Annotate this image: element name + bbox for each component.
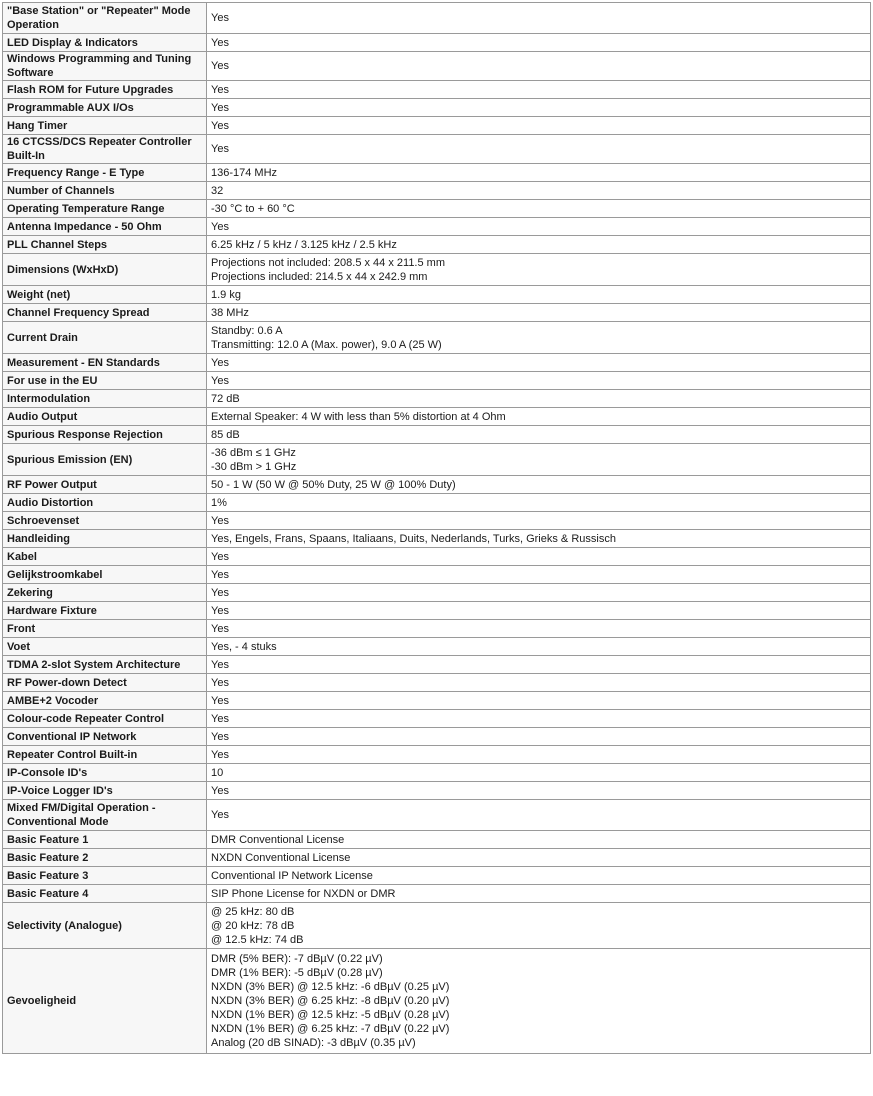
spec-value-line: 1%	[211, 496, 227, 509]
spec-value-line: Transmitting: 12.0 A (Max. power), 9.0 A (25 W)	[211, 338, 442, 351]
spec-value	[207, 390, 871, 408]
spec-value	[207, 182, 871, 200]
spec-value-line: Yes	[211, 809, 229, 821]
spec-value-line: Standby: 0.6 A	[211, 324, 283, 337]
spec-label: Kabel	[3, 548, 207, 566]
spec-row	[3, 674, 871, 692]
spec-row	[3, 764, 871, 782]
spec-row	[3, 620, 871, 638]
spec-value-line: External Speaker: 4 W with less than 5% distortion at 4 Ohm	[211, 410, 506, 423]
spec-label: Repeater Control Built-in	[3, 746, 207, 764]
spec-value-line: 10	[211, 766, 224, 779]
spec-value-line: @ 25 kHz: 80 dB	[211, 905, 295, 918]
spec-row	[3, 200, 871, 218]
spec-value-line: Analog (20 dB SINAD): -3 dBµV (0.35 µV)	[211, 1037, 416, 1049]
spec-value	[207, 3, 871, 34]
spec-label: For use in the EU	[3, 372, 207, 390]
spec-row	[3, 867, 871, 885]
spec-value-line: -30 °C to + 60 °C	[211, 202, 295, 215]
spec-value-line: Yes	[211, 374, 229, 387]
spec-value-line: Yes, - 4 stuks	[211, 640, 277, 653]
spec-value	[207, 200, 871, 218]
spec-value	[207, 426, 871, 444]
spec-value	[207, 304, 871, 322]
spec-value	[207, 322, 871, 354]
spec-label: 16 CTCSS/DCS Repeater Controller Built-In	[3, 135, 207, 164]
spec-value-line: 38 MHz	[211, 306, 249, 319]
spec-value	[207, 638, 871, 656]
spec-value-line: Yes	[211, 712, 229, 725]
spec-value-line: Yes	[211, 220, 229, 233]
spec-row	[3, 236, 871, 254]
spec-row	[3, 656, 871, 674]
spec-value	[207, 692, 871, 710]
spec-label: Handleiding	[3, 530, 207, 548]
spec-value-line: Yes	[211, 604, 229, 617]
spec-row	[3, 728, 871, 746]
spec-value-line: Yes	[211, 568, 229, 581]
spec-value	[207, 444, 871, 476]
spec-value-line: Projections not included: 208.5 x 44 x 211.5 mm	[211, 256, 445, 269]
spec-value	[207, 372, 871, 390]
spec-label: Spurious Response Rejection	[3, 426, 207, 444]
spec-label: Intermodulation	[3, 390, 207, 408]
spec-row	[3, 254, 871, 286]
spec-value-line: SIP Phone License for NXDN or DMR	[211, 887, 396, 900]
spec-value	[207, 903, 871, 949]
spec-row	[3, 849, 871, 867]
spec-value-line: 50 - 1 W (50 W @ 50% Duty, 25 W @ 100% Duty)	[211, 478, 456, 491]
spec-label: Weight (net)	[3, 286, 207, 304]
spec-value-line: @ 12.5 kHz: 74 dB	[211, 933, 304, 946]
spec-row	[3, 304, 871, 322]
spec-value	[207, 949, 871, 1054]
spec-value	[207, 710, 871, 728]
spec-value	[207, 236, 871, 254]
spec-row	[3, 135, 871, 164]
spec-value-line: 1.9 kg	[211, 288, 241, 301]
spec-label: Selectivity (Analogue)	[3, 903, 207, 949]
spec-row	[3, 710, 871, 728]
spec-row	[3, 903, 871, 949]
spec-label: Mixed FM/Digital Operation - Conventional Mode	[3, 800, 207, 831]
spec-value-line: Yes	[211, 658, 229, 671]
spec-value-line: 72 dB	[211, 392, 240, 405]
spec-label: Hang Timer	[3, 117, 207, 135]
spec-row	[3, 494, 871, 512]
spec-value	[207, 584, 871, 602]
spec-value-line: Yes	[211, 143, 229, 155]
spec-row	[3, 831, 871, 849]
spec-row	[3, 182, 871, 200]
spec-value-line: Projections included: 214.5 x 44 x 242.9 mm	[211, 270, 428, 283]
spec-label: Voet	[3, 638, 207, 656]
spec-row	[3, 117, 871, 135]
spec-value-line: Yes	[211, 586, 229, 599]
spec-value-line: @ 20 kHz: 78 dB	[211, 919, 295, 932]
spec-value-line: DMR (1% BER): -5 dBµV (0.28 µV)	[211, 967, 383, 979]
spec-value-line: Yes	[211, 83, 229, 96]
spec-label: Zekering	[3, 584, 207, 602]
spec-label: AMBE+2 Vocoder	[3, 692, 207, 710]
spec-value-line: Yes, Engels, Frans, Spaans, Italiaans, Duits, Nederlands, Turks, Grieks & Russisch	[211, 532, 616, 545]
spec-value-line: NXDN (3% BER) @ 6.25 kHz: -8 dBµV (0.20 µV)	[211, 995, 450, 1007]
spec-value	[207, 135, 871, 164]
spec-row	[3, 426, 871, 444]
spec-value	[207, 849, 871, 867]
spec-value	[207, 602, 871, 620]
spec-row	[3, 584, 871, 602]
spec-label: IP-Voice Logger ID's	[3, 782, 207, 800]
spec-value-line: NXDN (1% BER) @ 6.25 kHz: -7 dBµV (0.22 µV)	[211, 1023, 450, 1035]
spec-value-line: NXDN Conventional License	[211, 851, 351, 864]
spec-value	[207, 782, 871, 800]
spec-label: Schroevenset	[3, 512, 207, 530]
spec-value	[207, 408, 871, 426]
spec-label: Gelijkstroomkabel	[3, 566, 207, 584]
spec-value	[207, 512, 871, 530]
spec-row	[3, 444, 871, 476]
spec-value-line: Yes	[211, 694, 229, 707]
spec-value-line: Yes	[211, 730, 229, 743]
spec-value	[207, 885, 871, 903]
spec-label: Frequency Range - E Type	[3, 164, 207, 182]
spec-value	[207, 254, 871, 286]
spec-value	[207, 566, 871, 584]
spec-value	[207, 34, 871, 52]
spec-label: Basic Feature 1	[3, 831, 207, 849]
spec-label: Dimensions (WxHxD)	[3, 254, 207, 286]
spec-value-line: Yes	[211, 550, 229, 563]
spec-label: Front	[3, 620, 207, 638]
spec-label: LED Display & Indicators	[3, 34, 207, 52]
spec-value-line: 32	[211, 184, 224, 197]
spec-value-line: Yes	[211, 514, 229, 527]
spec-value	[207, 746, 871, 764]
spec-row	[3, 548, 871, 566]
spec-row	[3, 782, 871, 800]
spec-value-line: Yes	[211, 119, 229, 132]
spec-label: Measurement - EN Standards	[3, 354, 207, 372]
spec-row	[3, 885, 871, 903]
spec-row	[3, 408, 871, 426]
specifications-body	[3, 3, 871, 1054]
spec-label: Basic Feature 2	[3, 849, 207, 867]
spec-value	[207, 99, 871, 117]
spec-row	[3, 949, 871, 1054]
spec-value	[207, 117, 871, 135]
spec-value-line: 85 dB	[211, 428, 240, 441]
spec-value	[207, 476, 871, 494]
spec-row	[3, 99, 871, 117]
spec-label: Antenna Impedance - 50 Ohm	[3, 218, 207, 236]
spec-value	[207, 831, 871, 849]
spec-row	[3, 512, 871, 530]
spec-value-line: Conventional IP Network License	[211, 869, 373, 882]
spec-value-line: -30 dBm > 1 GHz	[211, 460, 297, 473]
spec-row	[3, 602, 871, 620]
spec-label: Gevoeligheid	[3, 949, 207, 1054]
spec-value-line: Yes	[211, 101, 229, 114]
spec-label: Windows Programming and Tuning Software	[3, 52, 207, 81]
spec-value-line: Yes	[211, 36, 229, 49]
spec-value	[207, 218, 871, 236]
spec-value-line: DMR Conventional License	[211, 833, 345, 846]
spec-row	[3, 372, 871, 390]
spec-label: Basic Feature 4	[3, 885, 207, 903]
spec-value	[207, 164, 871, 182]
spec-label: "Base Station" or "Repeater" Mode Operation	[3, 3, 207, 34]
spec-label: Audio Distortion	[3, 494, 207, 512]
spec-label: Basic Feature 3	[3, 867, 207, 885]
spec-value-line: NXDN (3% BER) @ 12.5 kHz: -6 dBµV (0.25 µV)	[211, 981, 450, 993]
spec-label: Spurious Emission (EN)	[3, 444, 207, 476]
spec-row	[3, 52, 871, 81]
spec-row	[3, 81, 871, 99]
spec-row	[3, 566, 871, 584]
spec-value-line: 6.25 kHz / 5 kHz / 3.125 kHz / 2.5 kHz	[211, 238, 397, 251]
spec-row	[3, 218, 871, 236]
spec-row	[3, 746, 871, 764]
spec-row	[3, 476, 871, 494]
spec-value	[207, 286, 871, 304]
spec-value-line: Yes	[211, 60, 229, 72]
spec-label: Flash ROM for Future Upgrades	[3, 81, 207, 99]
spec-value-line: NXDN (1% BER) @ 12.5 kHz: -5 dBµV (0.28 µV)	[211, 1009, 450, 1021]
spec-label: Hardware Fixture	[3, 602, 207, 620]
spec-row	[3, 530, 871, 548]
spec-value	[207, 494, 871, 512]
spec-row	[3, 800, 871, 831]
spec-label: Current Drain	[3, 322, 207, 354]
spec-row	[3, 692, 871, 710]
spec-value	[207, 52, 871, 81]
spec-value	[207, 764, 871, 782]
spec-row	[3, 286, 871, 304]
spec-label: Channel Frequency Spread	[3, 304, 207, 322]
spec-value-line: -36 dBm ≤ 1 GHz	[211, 446, 296, 459]
spec-label: Number of Channels	[3, 182, 207, 200]
spec-label: Operating Temperature Range	[3, 200, 207, 218]
spec-label: RF Power Output	[3, 476, 207, 494]
spec-value-line: Yes	[211, 356, 229, 369]
spec-label: Audio Output	[3, 408, 207, 426]
spec-value	[207, 530, 871, 548]
spec-label: TDMA 2-slot System Architecture	[3, 656, 207, 674]
spec-label: Colour-code Repeater Control	[3, 710, 207, 728]
spec-row	[3, 164, 871, 182]
spec-value-line: 136-174 MHz	[211, 166, 278, 179]
spec-value	[207, 674, 871, 692]
spec-row	[3, 354, 871, 372]
spec-value-line: Yes	[211, 784, 229, 797]
spec-row	[3, 34, 871, 52]
spec-label: IP-Console ID's	[3, 764, 207, 782]
spec-value	[207, 656, 871, 674]
spec-label: PLL Channel Steps	[3, 236, 207, 254]
spec-label: Conventional IP Network	[3, 728, 207, 746]
spec-row	[3, 638, 871, 656]
spec-value	[207, 728, 871, 746]
spec-value	[207, 867, 871, 885]
spec-row	[3, 322, 871, 354]
spec-value	[207, 800, 871, 831]
spec-row	[3, 390, 871, 408]
spec-value	[207, 354, 871, 372]
spec-value-line: Yes	[211, 12, 229, 24]
spec-value-line: Yes	[211, 622, 229, 635]
spec-value-line: DMR (5% BER): -7 dBµV (0.22 µV)	[211, 953, 383, 965]
spec-value-line: Yes	[211, 676, 229, 689]
spec-value	[207, 548, 871, 566]
spec-label: RF Power-down Detect	[3, 674, 207, 692]
specifications-table	[2, 2, 871, 1054]
spec-value	[207, 620, 871, 638]
spec-label: Programmable AUX I/Os	[3, 99, 207, 117]
spec-row	[3, 3, 871, 34]
spec-value	[207, 81, 871, 99]
spec-value-line: Yes	[211, 748, 229, 761]
